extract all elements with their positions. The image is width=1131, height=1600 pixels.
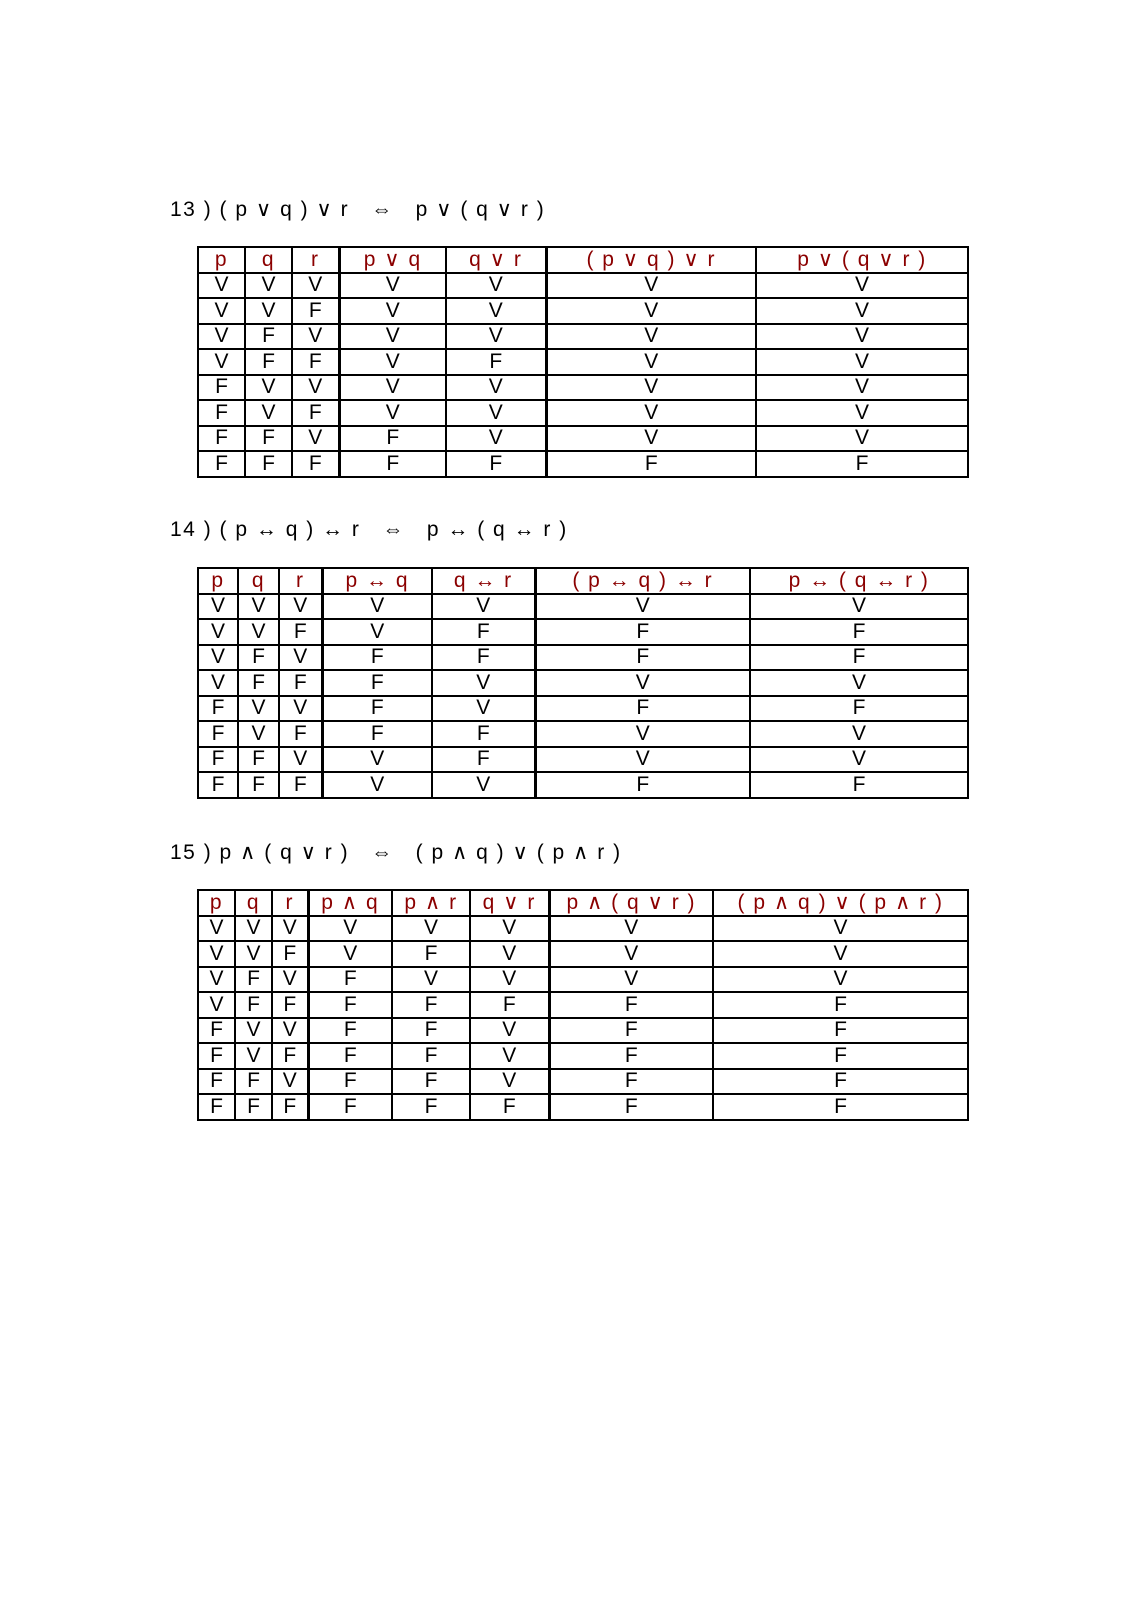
truth-value-cell: F [750,772,968,798]
truth-value-cell: V [198,594,238,620]
truth-table-13 [197,246,969,478]
truth-value-cell: F [198,1018,235,1044]
truth-value-cell: V [198,298,245,324]
truth-value-cell: F [235,967,272,993]
truth-value-cell: V [713,916,968,942]
truth-value-cell: F [272,1094,308,1120]
truth-value-cell: V [235,1043,272,1069]
truth-value-cell: F [432,619,535,645]
truth-value-cell: V [470,1018,549,1044]
truth-value-cell: V [198,645,238,671]
truth-value-cell: V [238,594,279,620]
truth-value-cell: V [446,426,546,452]
truth-value-cell: F [292,451,339,477]
section-15-title: 15 ) p ∧ ( q ∨ r ) ⇔ ( p ∧ q ) ∨ ( p ∧ r ) [170,841,622,864]
truth-value-cell: F [470,992,549,1018]
truth-value-cell: V [339,324,446,350]
truth-value-cell: V [322,594,432,620]
truth-value-cell: V [198,992,235,1018]
truth-value-cell: V [756,375,968,401]
column-header: r [292,247,339,273]
truth-value-cell: V [245,375,292,401]
truth-value-cell: F [750,696,968,722]
truth-value-cell: F [198,772,238,798]
truth-value-cell: V [238,619,279,645]
table-row [198,273,968,299]
truth-value-cell: V [470,941,549,967]
truth-value-cell: V [750,721,968,747]
truth-value-cell: F [245,349,292,375]
truth-value-cell: V [198,916,235,942]
column-header: q ∨ r [470,890,549,916]
table-row [198,375,968,401]
table-row [198,619,968,645]
truth-value-cell: V [339,349,446,375]
truth-value-cell: F [750,645,968,671]
truth-value-cell: V [198,941,235,967]
truth-value-cell: F [272,941,308,967]
table-row [198,594,968,620]
truth-value-cell: V [198,324,245,350]
truth-value-cell: F [308,992,392,1018]
truth-value-cell: F [432,747,535,773]
section-14-title: 14 ) ( p ↔ q ) ↔ r ⇔ p ↔ ( q ↔ r ) [170,518,568,541]
truth-value-cell: V [238,696,279,722]
truth-value-cell: V [546,298,756,324]
truth-value-cell: F [198,1069,235,1095]
truth-value-cell: F [546,451,756,477]
truth-value-cell: V [339,400,446,426]
table-row [198,916,968,942]
truth-value-cell: V [470,916,549,942]
truth-value-cell: F [549,1069,713,1095]
truth-table-14 [197,567,969,799]
truth-value-cell: V [446,273,546,299]
truth-value-cell: V [292,375,339,401]
truth-value-cell: F [198,1094,235,1120]
column-header: p [198,890,235,916]
table-row [198,426,968,452]
truth-value-cell: F [392,1069,470,1095]
truth-value-cell: V [272,1069,308,1095]
truth-value-cell: F [198,426,245,452]
truth-value-cell: F [198,747,238,773]
truth-value-cell: F [245,451,292,477]
column-header: r [272,890,308,916]
table-row [198,324,968,350]
truth-value-cell: V [272,967,308,993]
truth-value-cell: V [245,400,292,426]
truth-value-cell: V [713,941,968,967]
section-13-title: 13 ) ( p ∨ q ) ∨ r ⇔ p ∨ ( q ∨ r ) [170,198,546,221]
truth-value-cell: V [245,298,292,324]
truth-value-cell: F [339,426,446,452]
truth-value-cell: V [272,1018,308,1044]
truth-value-cell: F [446,349,546,375]
truth-value-cell: V [432,594,535,620]
table-row [198,1043,968,1069]
truth-value-cell: V [339,375,446,401]
truth-value-cell: V [546,349,756,375]
truth-value-cell: V [292,426,339,452]
table-row [198,747,968,773]
truth-value-cell: F [198,400,245,426]
truth-value-cell: F [272,992,308,1018]
table-row [198,721,968,747]
column-header: q [238,568,279,594]
truth-value-cell: V [546,324,756,350]
truth-value-cell: F [279,721,322,747]
truth-value-cell: F [549,1094,713,1120]
column-header: p [198,568,238,594]
truth-value-cell: F [238,645,279,671]
truth-value-cell: V [322,619,432,645]
truth-value-cell: V [198,273,245,299]
truth-value-cell: F [549,992,713,1018]
truth-value-cell: F [279,772,322,798]
truth-value-cell: V [198,670,238,696]
truth-value-cell: F [535,619,750,645]
truth-value-cell: V [446,375,546,401]
truth-value-cell: V [238,721,279,747]
truth-table-15 [197,889,969,1121]
column-header: ( p ∨ q ) ∨ r [546,247,756,273]
truth-value-cell: F [308,1069,392,1095]
truth-value-cell: V [279,645,322,671]
truth-value-cell: V [546,375,756,401]
column-header: p ∧ q [308,890,392,916]
truth-value-cell: F [392,1094,470,1120]
truth-value-cell: V [756,400,968,426]
truth-value-cell: F [713,992,968,1018]
truth-value-cell: V [756,273,968,299]
truth-value-cell: V [235,941,272,967]
truth-value-cell: V [535,670,750,696]
truth-value-cell: F [392,1018,470,1044]
truth-value-cell: F [272,1043,308,1069]
truth-value-cell: V [446,400,546,426]
truth-value-cell: F [713,1043,968,1069]
table-row [198,696,968,722]
truth-value-cell: F [279,619,322,645]
table-row [198,349,968,375]
truth-value-cell: V [549,916,713,942]
truth-value-cell: F [198,1043,235,1069]
column-header: q ∨ r [446,247,546,273]
column-header: ( p ↔ q ) ↔ r [535,568,750,594]
truth-value-cell: V [750,747,968,773]
truth-value-cell: F [198,721,238,747]
truth-value-cell: V [446,298,546,324]
column-header: p ∧ ( q ∨ r ) [549,890,713,916]
table-header-row [198,568,968,594]
truth-value-cell: V [308,916,392,942]
truth-value-cell: V [549,967,713,993]
truth-value-cell: V [245,273,292,299]
truth-value-cell: V [432,670,535,696]
truth-value-cell: V [279,747,322,773]
truth-value-cell: F [238,670,279,696]
truth-value-cell: F [245,426,292,452]
truth-value-cell: V [292,324,339,350]
truth-value-cell: V [339,298,446,324]
truth-value-cell: F [535,645,750,671]
truth-value-cell: V [322,747,432,773]
table-row [198,451,968,477]
truth-value-cell: F [713,1094,968,1120]
table-row [198,992,968,1018]
truth-value-cell: V [756,426,968,452]
truth-value-cell: V [446,324,546,350]
truth-value-cell: F [432,645,535,671]
truth-value-cell: F [308,1018,392,1044]
truth-value-cell: V [198,349,245,375]
column-header: q [235,890,272,916]
column-header: r [279,568,322,594]
truth-value-cell: V [392,916,470,942]
truth-value-cell: V [750,594,968,620]
truth-value-cell: F [235,1094,272,1120]
table-row [198,645,968,671]
truth-value-cell: V [750,670,968,696]
truth-value-cell: F [292,298,339,324]
truth-value-cell: F [235,992,272,1018]
truth-value-cell: V [546,273,756,299]
table-row [198,1094,968,1120]
truth-value-cell: F [198,451,245,477]
truth-value-cell: V [279,594,322,620]
column-header: p ∨ q [339,247,446,273]
table-row [198,1018,968,1044]
column-header: ( p ∧ q ) ∨ ( p ∧ r ) [713,890,968,916]
column-header: p [198,247,245,273]
truth-value-cell: F [756,451,968,477]
table-row [198,1069,968,1095]
truth-value-cell: V [756,349,968,375]
truth-value-cell: F [235,1069,272,1095]
truth-value-cell: V [339,273,446,299]
truth-value-cell: V [198,967,235,993]
truth-value-cell: F [549,1043,713,1069]
truth-value-cell: V [549,941,713,967]
truth-value-cell: V [272,916,308,942]
truth-value-cell: V [235,1018,272,1044]
truth-value-cell: F [308,967,392,993]
truth-value-cell: F [432,721,535,747]
truth-value-cell: V [756,324,968,350]
column-header: p ∨ ( q ∨ r ) [756,247,968,273]
column-header: p ↔ q [322,568,432,594]
truth-value-cell: V [535,747,750,773]
truth-value-cell: F [198,696,238,722]
truth-value-cell: F [322,670,432,696]
truth-value-cell: V [470,967,549,993]
truth-value-cell: V [470,1069,549,1095]
table-row [198,298,968,324]
table-row [198,772,968,798]
truth-value-cell: V [535,721,750,747]
truth-value-cell: V [546,400,756,426]
truth-value-cell: F [238,772,279,798]
column-header: p ∧ r [392,890,470,916]
truth-value-cell: F [308,1094,392,1120]
truth-value-cell: V [392,967,470,993]
truth-value-cell: F [392,1043,470,1069]
truth-value-cell: F [446,451,546,477]
truth-value-cell: F [322,696,432,722]
truth-value-cell: V [432,696,535,722]
truth-value-cell: F [750,619,968,645]
truth-value-cell: V [308,941,392,967]
table-row [198,941,968,967]
truth-value-cell: F [322,645,432,671]
truth-value-cell: F [308,1043,392,1069]
table-header-row [198,890,968,916]
truth-value-cell: V [470,1043,549,1069]
truth-value-cell: V [322,772,432,798]
truth-value-cell: V [713,967,968,993]
table-row [198,400,968,426]
truth-value-cell: V [198,619,238,645]
column-header: p ↔ ( q ↔ r ) [750,568,968,594]
table-row [198,967,968,993]
truth-value-cell: F [198,375,245,401]
truth-value-cell: V [279,696,322,722]
truth-value-cell: F [713,1069,968,1095]
truth-value-cell: F [535,696,750,722]
truth-value-cell: F [535,772,750,798]
truth-value-cell: F [292,349,339,375]
truth-value-cell: F [322,721,432,747]
truth-value-cell: F [392,992,470,1018]
truth-value-cell: F [713,1018,968,1044]
truth-value-cell: F [279,670,322,696]
truth-value-cell: F [392,941,470,967]
truth-value-cell: F [245,324,292,350]
truth-value-cell: V [546,426,756,452]
truth-value-cell: V [292,273,339,299]
truth-value-cell: F [238,747,279,773]
column-header: q ↔ r [432,568,535,594]
column-header: q [245,247,292,273]
table-row [198,670,968,696]
truth-value-cell: F [339,451,446,477]
truth-value-cell: V [756,298,968,324]
truth-value-cell: F [549,1018,713,1044]
truth-value-cell: V [432,772,535,798]
truth-value-cell: V [235,916,272,942]
table-header-row [198,247,968,273]
truth-value-cell: F [292,400,339,426]
truth-value-cell: F [470,1094,549,1120]
truth-value-cell: V [535,594,750,620]
